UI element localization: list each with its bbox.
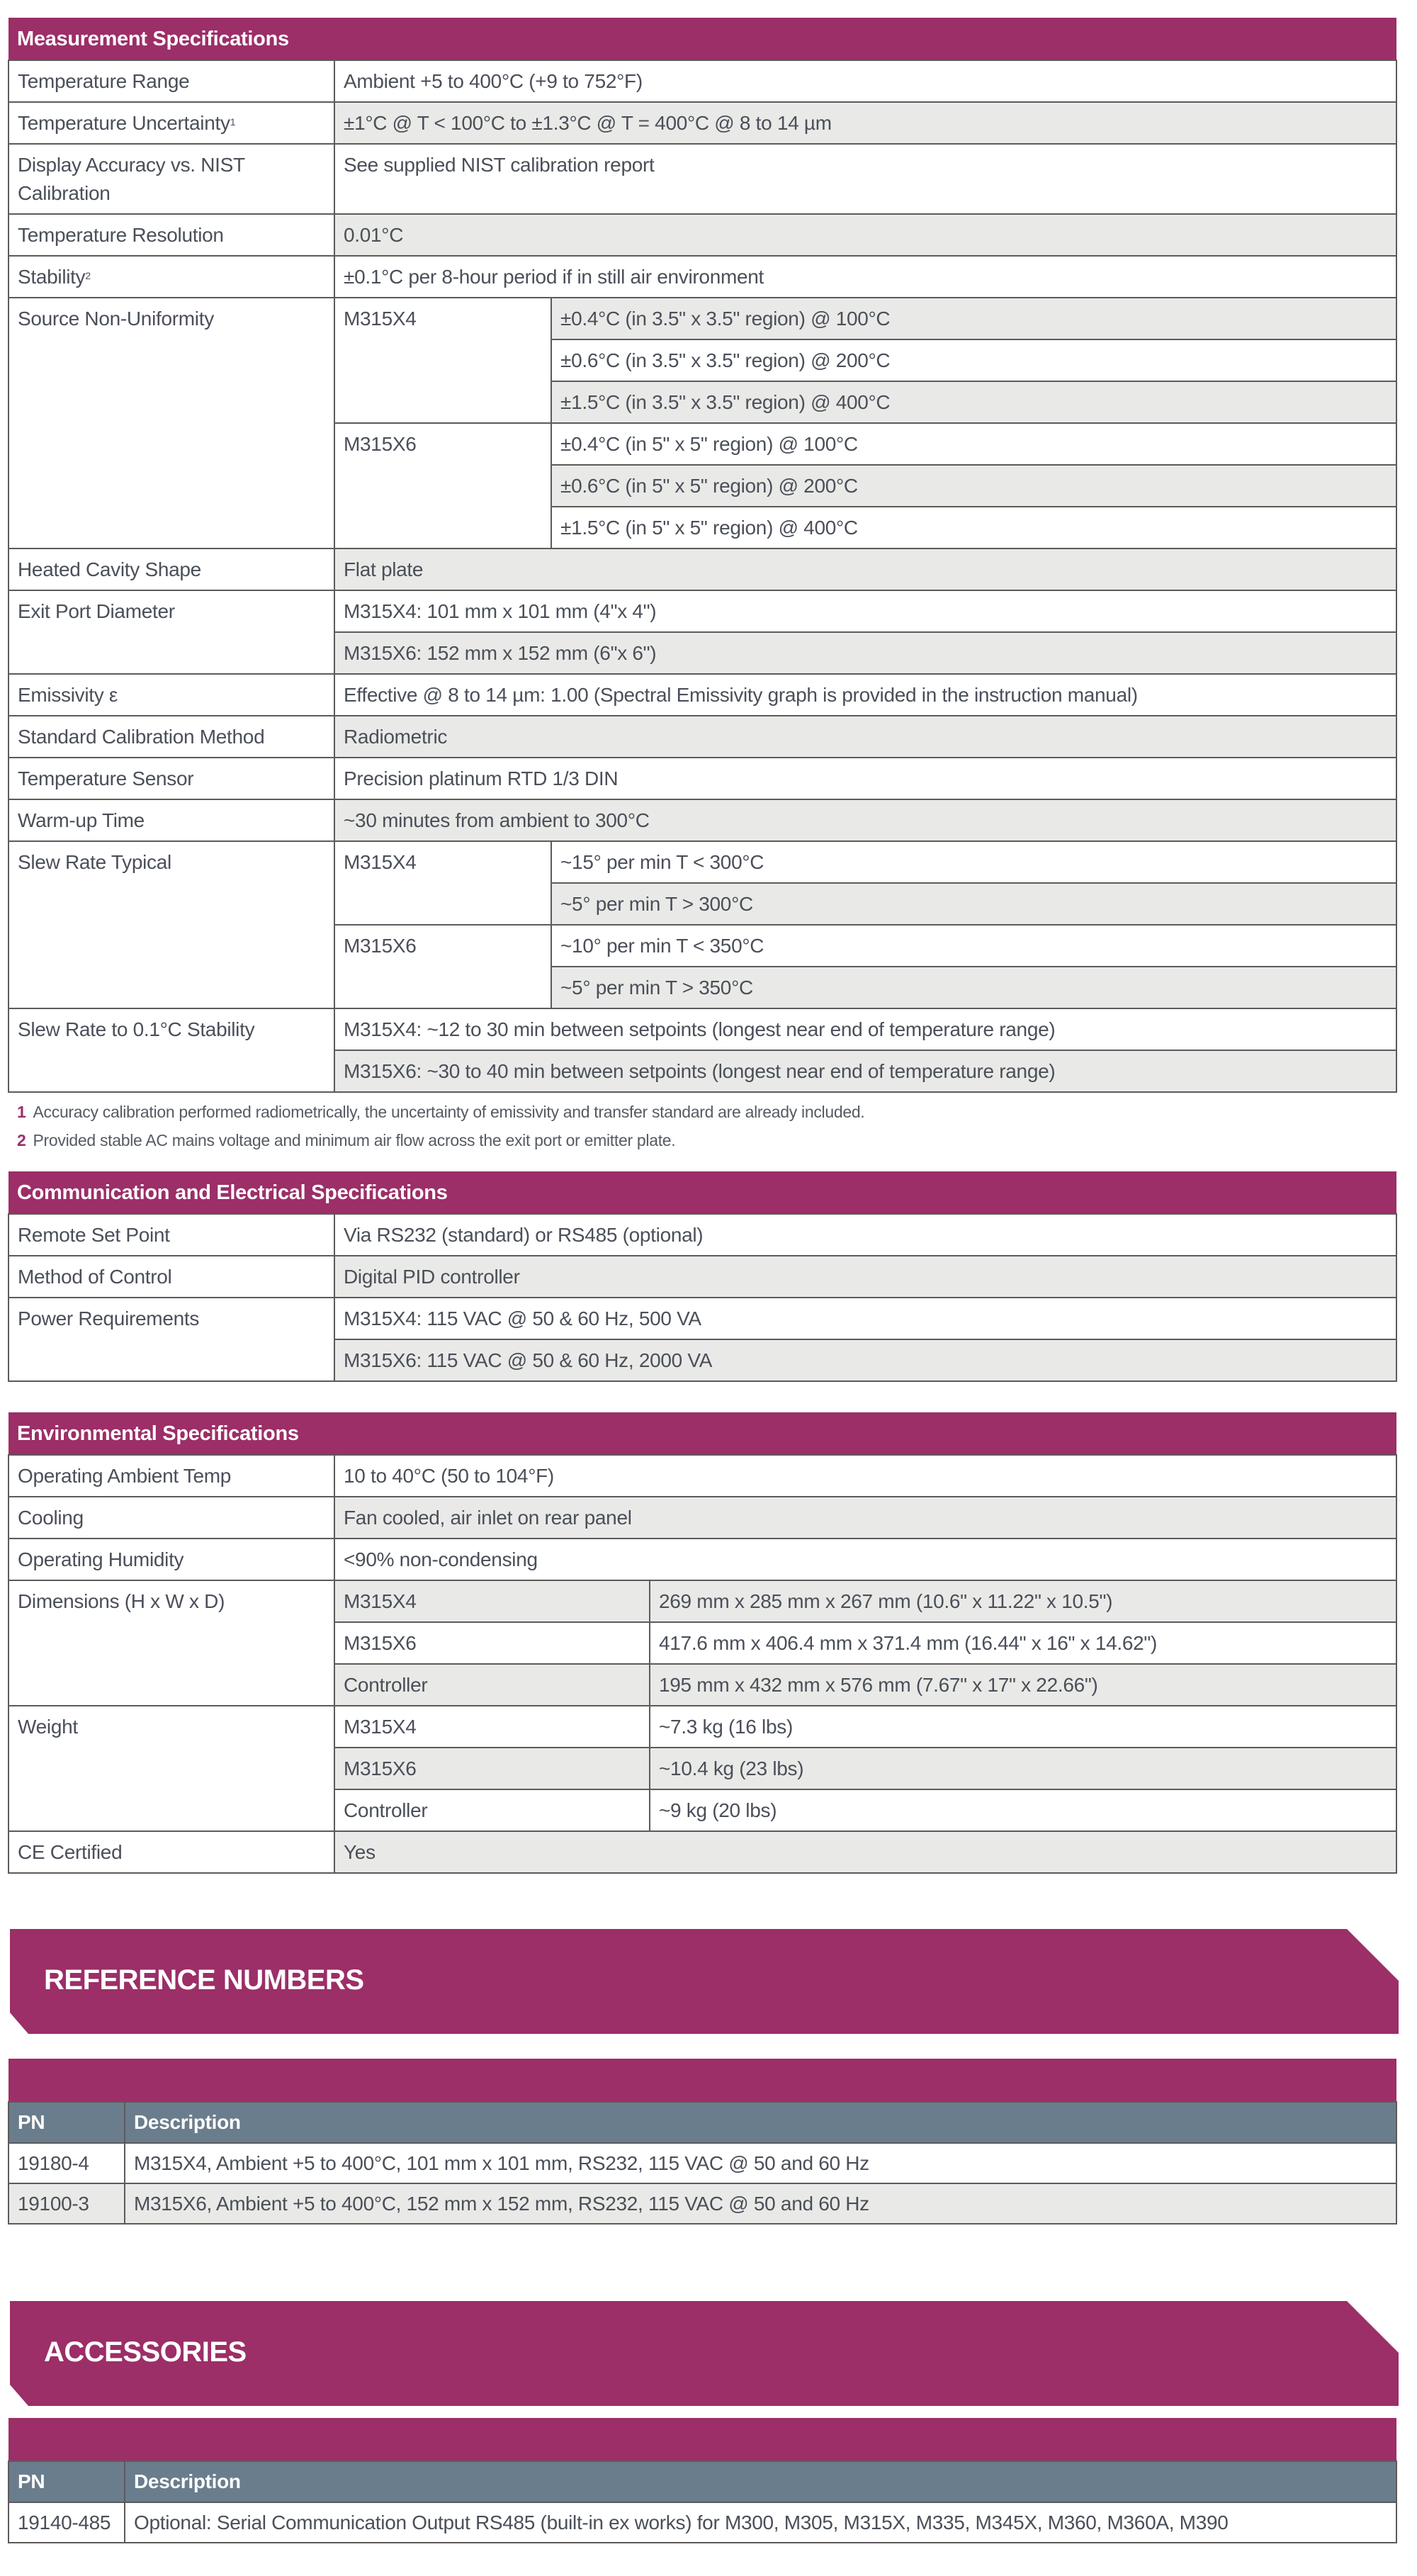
section-title: Measurement Specifications <box>9 18 1396 60</box>
cell-description: M315X6, Ambient +5 to 400°C, 152 mm x 152 mm, RS232, 115 VAC @ 50 and 60 Hz <box>125 2183 1396 2224</box>
spec-row-stability <box>9 256 1396 298</box>
table-header-row <box>9 2461 1396 2502</box>
spec-value: M315X6: 152 mm x 152 mm (6"x 6") <box>334 632 1396 674</box>
spec-label: Heated Cavity Shape <box>9 549 334 590</box>
accent-bar <box>9 2418 1396 2461</box>
spec-row-remote-set-point <box>9 1214 1396 1256</box>
spec-row-weight <box>9 1706 1396 1748</box>
spec-item: M315X6 <box>334 1622 650 1664</box>
spec-label: Standard Calibration Method <box>9 716 334 758</box>
table-header-row <box>9 1171 1396 1214</box>
reference-numbers-banner <box>10 1929 1399 2034</box>
spec-value: M315X6: 115 VAC @ 50 & 60 Hz, 2000 VA <box>334 1339 1396 1381</box>
footnote-2 <box>17 1131 675 1150</box>
spec-value: ~30 minutes from ambient to 300°C <box>334 799 1396 841</box>
table-header-row <box>9 18 1396 60</box>
spec-item: M315X6 <box>334 1748 650 1789</box>
table-row <box>9 2502 1396 2543</box>
spec-row-cooling <box>9 1497 1396 1539</box>
spec-label <box>9 102 334 144</box>
environmental-specifications-table <box>8 1412 1397 1874</box>
spec-value: ~10° per min T < 350°C <box>551 925 1396 967</box>
spec-row-method-of-control <box>9 1256 1396 1298</box>
communication-specifications-table <box>8 1171 1397 1382</box>
spec-label: Operating Ambient Temp <box>9 1455 334 1497</box>
cell-pn: 19180-4 <box>9 2143 125 2183</box>
spec-row-temperature-sensor <box>9 758 1396 799</box>
spec-value: Radiometric <box>334 716 1396 758</box>
spec-value: Precision platinum RTD 1/3 DIN <box>334 758 1396 799</box>
column-header-description: Description <box>125 2461 1396 2502</box>
spec-label: Emissivity ε <box>9 674 334 716</box>
spec-label: Warm-up Time <box>9 799 334 841</box>
spec-model: M315X4 <box>334 841 551 925</box>
spec-row-power-requirements <box>9 1298 1396 1339</box>
accessories-banner <box>10 2301 1399 2406</box>
spec-value: Flat plate <box>334 549 1396 590</box>
cell-description: M315X4, Ambient +5 to 400°C, 101 mm x 101 mm, RS232, 115 VAC @ 50 and 60 Hz <box>125 2143 1396 2183</box>
footnote-text: Accuracy calibration performed radiometrically, the uncertainty of emissivity and transfer standard are already included. <box>33 1103 865 1121</box>
spec-value: ~9 kg (20 lbs) <box>650 1789 1396 1831</box>
measurement-specifications-table <box>8 18 1397 1093</box>
spec-label <box>9 256 334 298</box>
spec-item: Controller <box>334 1664 650 1706</box>
spec-value: M315X4: ~12 to 30 min between setpoints (longest near end of temperature range) <box>334 1008 1396 1050</box>
spec-item: Controller <box>334 1789 650 1831</box>
spec-value: ±0.4°C (in 3.5" x 3.5" region) @ 100°C <box>551 298 1396 339</box>
footnote-1 <box>17 1103 864 1122</box>
spec-row-operating-ambient-temp <box>9 1455 1396 1497</box>
table-accent-bar <box>9 2418 1396 2461</box>
spec-value: Digital PID controller <box>334 1256 1396 1298</box>
spec-label: Exit Port Diameter <box>9 590 334 674</box>
spec-row-standard-calibration-method <box>9 716 1396 758</box>
footnote-text: Provided stable AC mains voltage and minimum air flow across the exit port or emitter plate. <box>33 1131 676 1149</box>
column-header-pn: PN <box>9 2102 125 2143</box>
spec-value: ~7.3 kg (16 lbs) <box>650 1706 1396 1748</box>
reference-numbers-table <box>8 2059 1397 2225</box>
spec-value: ±0.6°C (in 3.5" x 3.5" region) @ 200°C <box>551 339 1396 381</box>
spec-value: Yes <box>334 1831 1396 1873</box>
spec-value: <90% non-condensing <box>334 1539 1396 1580</box>
cell-pn: 19100-3 <box>9 2183 125 2224</box>
table-accent-bar <box>9 2059 1396 2102</box>
section-title: Communication and Electrical Specifications <box>9 1171 1396 1214</box>
spec-item: M315X4 <box>334 1580 650 1622</box>
spec-row-display-accuracy <box>9 144 1396 214</box>
spec-value: 269 mm x 285 mm x 267 mm (10.6" x 11.22" x 10.5") <box>650 1580 1396 1622</box>
spec-value: M315X6: ~30 to 40 min between setpoints (longest near end of temperature range) <box>334 1050 1396 1092</box>
spec-value: 10 to 40°C (50 to 104°F) <box>334 1455 1396 1497</box>
column-header-pn: PN <box>9 2461 125 2502</box>
spec-value: ±0.4°C (in 5" x 5" region) @ 100°C <box>551 423 1396 465</box>
footnote-number: 2 <box>17 1131 26 1149</box>
table-row <box>9 2143 1396 2183</box>
spec-item: M315X4 <box>334 1706 650 1748</box>
spec-value: ±1°C @ T < 100°C to ±1.3°C @ T = 400°C @ 8 to 14 µm <box>334 102 1396 144</box>
spec-value: ~15° per min T < 300°C <box>551 841 1396 883</box>
spec-row-exit-port-diameter <box>9 590 1396 632</box>
table-header-row <box>9 2102 1396 2143</box>
spec-label: Dimensions (H x W x D) <box>9 1580 334 1706</box>
accessories-table <box>8 2418 1397 2543</box>
footnote-ref: 2 <box>85 270 91 281</box>
spec-value: See supplied NIST calibration report <box>334 144 1396 214</box>
spec-model: M315X6 <box>334 423 551 549</box>
spec-value: Fan cooled, air inlet on rear panel <box>334 1497 1396 1539</box>
spec-value: 0.01°C <box>334 214 1396 256</box>
spec-row-heated-cavity-shape <box>9 549 1396 590</box>
cell-description: Optional: Serial Communication Output RS485 (built-in ex works) for M300, M305, M315X, M335, M345X, M360, M360A, M390 <box>125 2502 1396 2543</box>
spec-row-temperature-range <box>9 60 1396 102</box>
spec-row-temperature-uncertainty <box>9 102 1396 144</box>
spec-label: CE Certified <box>9 1831 334 1873</box>
spec-value: ±0.6°C (in 5" x 5" region) @ 200°C <box>551 465 1396 507</box>
spec-label: Slew Rate Typical <box>9 841 334 1008</box>
spec-label: Remote Set Point <box>9 1214 334 1256</box>
spec-label: Source Non-Uniformity <box>9 298 334 549</box>
spec-value: Ambient +5 to 400°C (+9 to 752°F) <box>334 60 1396 102</box>
spec-row-ce-certified <box>9 1831 1396 1873</box>
spec-label: Weight <box>9 1706 334 1831</box>
spec-value: ~5° per min T > 350°C <box>551 967 1396 1008</box>
banner-title: REFERENCE NUMBERS <box>44 1964 364 1996</box>
spec-value: 195 mm x 432 mm x 576 mm (7.67" x 17" x 22.66") <box>650 1664 1396 1706</box>
spec-value: ±0.1°C per 8-hour period if in still air environment <box>334 256 1396 298</box>
footnote-number: 1 <box>17 1103 26 1121</box>
column-header-description: Description <box>125 2102 1396 2143</box>
spec-row-temperature-resolution <box>9 214 1396 256</box>
accent-bar <box>9 2059 1396 2102</box>
spec-value: M315X4: 115 VAC @ 50 & 60 Hz, 500 VA <box>334 1298 1396 1339</box>
spec-value: ±1.5°C (in 3.5" x 3.5" region) @ 400°C <box>551 381 1396 423</box>
spec-label: Slew Rate to 0.1°C Stability <box>9 1008 334 1092</box>
footnote-ref: 1 <box>230 116 236 128</box>
spec-row-emissivity <box>9 674 1396 716</box>
spec-model: M315X4 <box>334 298 551 423</box>
spec-row-dimensions <box>9 1580 1396 1622</box>
table-row <box>9 2183 1396 2224</box>
table-header-row <box>9 1412 1396 1455</box>
spec-label: Temperature Range <box>9 60 334 102</box>
spec-row-slew-rate-typical <box>9 841 1396 883</box>
spec-label: Temperature Sensor <box>9 758 334 799</box>
spec-label: Operating Humidity <box>9 1539 334 1580</box>
spec-label-text: Temperature Uncertainty <box>18 112 230 134</box>
spec-model: M315X6 <box>334 925 551 1008</box>
section-title: Environmental Specifications <box>9 1412 1396 1455</box>
spec-label: Temperature Resolution <box>9 214 334 256</box>
spec-row-source-non-uniformity <box>9 298 1396 339</box>
spec-label: Display Accuracy vs. NIST Calibration <box>9 144 334 214</box>
spec-row-warm-up-time <box>9 799 1396 841</box>
spec-value: Via RS232 (standard) or RS485 (optional) <box>334 1214 1396 1256</box>
spec-value: ±1.5°C (in 5" x 5" region) @ 400°C <box>551 507 1396 549</box>
spec-value: M315X4: 101 mm x 101 mm (4"x 4") <box>334 590 1396 632</box>
spec-label: Power Requirements <box>9 1298 334 1381</box>
spec-value: ~10.4 kg (23 lbs) <box>650 1748 1396 1789</box>
cell-pn: 19140-485 <box>9 2502 125 2543</box>
spec-label: Method of Control <box>9 1256 334 1298</box>
banner-title: ACCESSORIES <box>44 2336 247 2368</box>
spec-value: 417.6 mm x 406.4 mm x 371.4 mm (16.44" x 16" x 14.62") <box>650 1622 1396 1664</box>
spec-label: Cooling <box>9 1497 334 1539</box>
spec-value: Effective @ 8 to 14 µm: 1.00 (Spectral Emissivity graph is provided in the instruction manual) <box>334 674 1396 716</box>
spec-label-text: Stability <box>18 266 86 288</box>
spec-value: ~5° per min T > 300°C <box>551 883 1396 925</box>
spec-row-operating-humidity <box>9 1539 1396 1580</box>
spec-row-slew-rate-stability <box>9 1008 1396 1050</box>
